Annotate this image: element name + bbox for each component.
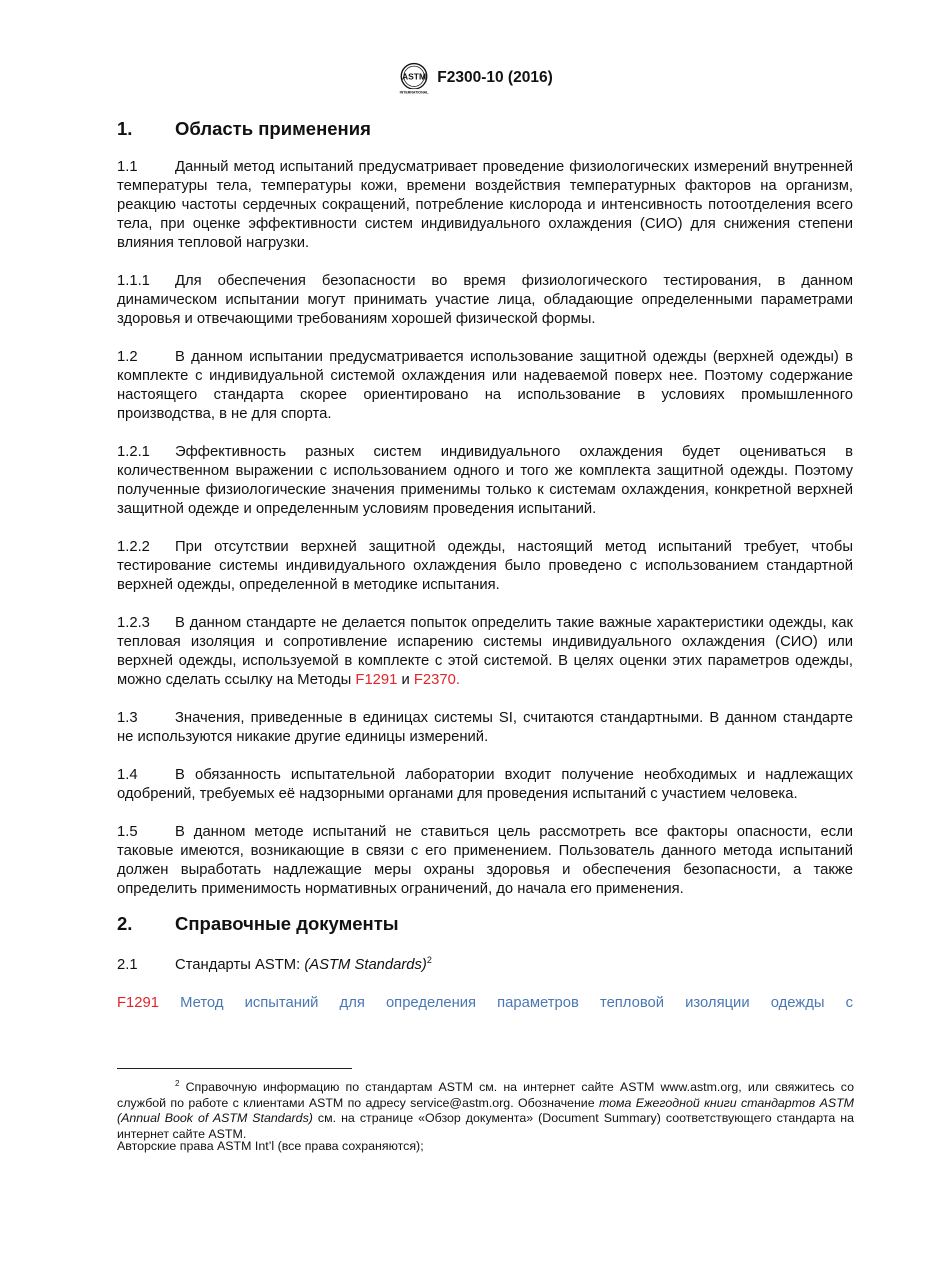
section-2-heading [117,913,853,935]
paragraph-number: 1.3 [117,710,138,726]
paragraph-1-5 [117,823,853,899]
paragraph-number: 1.1 [117,159,138,175]
page-header [0,60,950,96]
paragraph-number: 1.5 [117,824,138,840]
paragraph-text: Значения, приведенные в единицах системы SI, считаются стандартными. В данном стандарте не используются никакие другие единицы измерений. [117,710,853,745]
paragraph-number: 1.1.1 [117,273,150,289]
reference-entry-f1291[interactable] [117,994,853,1013]
paragraph-text: В данном стандарте не делается попыток определить такие важные характеристики одежды, как тепловая изоляция и сопротивление испарению системы индивидуального охлаждения (СИО) или верхней одежды, используемой в комплекте с этой системой. В целях оценки этих параметров одежды, можно сделать ссылку на Методы [117,615,853,688]
reference-code[interactable]: F1291 [117,994,159,1011]
footnote [117,1076,854,1142]
paragraph-italic-text: (ASTM Standards) [304,956,427,973]
paragraph-1-3 [117,709,853,747]
paragraph-text: Стандарты ASTM: [175,956,305,973]
logo-subtext: INTERNATIONAL [399,90,429,95]
paragraph-number: 2.1 [117,956,138,973]
paragraph-number: 1.2 [117,349,138,365]
logo-text: ASTM [402,71,427,82]
footnote-part: Справочную информацию по стандартам ASTM см. на интернет сайте ASTM www.astm.org, или свяжитесь со службой по работе с клиентами ASTM по адресу service@astm.org. Обозначение [117,1080,854,1110]
astm-logo-icon [397,61,431,95]
paragraph-1-2-1 [117,443,853,519]
section-1-heading [117,118,853,140]
footnote-divider [117,1068,352,1069]
paragraph-number: 1.2.2 [117,539,150,555]
reference-title[interactable]: Метод испытаний для определения параметров тепловой изоляции одежды с [180,994,853,1011]
footnote-italic: тома Ежегодной книги стандартов ASTM (Annual Book of ASTM Standards) [117,1095,855,1126]
reference-link-f1291[interactable]: F1291 [355,672,398,688]
paragraph-1-2-2 [117,538,853,595]
reference-link-f2370[interactable]: F2370. [413,672,460,688]
section-number: 2. [117,913,133,934]
paragraph-text: Данный метод испытаний предусматривает проведение физиологических измерений внутренней температуры тела, температуры кожи, времени воздействия температурных факторов на организм, реакцию частоты сердечных сокращений, потребление кислорода и интенсивность потоотделения всего тела, при оценке эффективности систем индивидуального охлаждения (СИО) для снижения степени влияния тепловой нагрузки. [117,159,853,251]
paragraph-1-2 [117,348,853,424]
paragraph-1-1-1 [117,272,853,329]
footnote-part: см. на странице «Обзор документа» (Document Summary) соответствующего стандарта на интернет сайте ASTM. [117,1111,854,1141]
section-title: Справочные документы [175,913,399,934]
copyright-notice: Авторские права ASTM Int’l (все права сохраняются); [117,1139,424,1153]
paragraph-text: В данном методе испытаний не ставиться цель рассмотреть все факторы опасности, если таковые имеются, возникающие в связи с его применением. Пользователь данного метода испытаний должен выработать надлежащие меры охраны здоровья и обеспечения безопасности, а также определить применимость нормативных ограничений, до начала его применения. [117,824,853,897]
footnote-number: 2 [175,1079,180,1088]
paragraph-2-1 [117,951,853,975]
paragraph-text: В данном испытании предусматривается использование защитной одежды (верхней одежды) в комплекте с индивидуальной системой охлаждения или надеваемой поверх нее. Поэтому содержание настоящего стандарта скорее ориентировано на использование в условиях промышленного производства, в не для спорта. [117,349,853,422]
section-number: 1. [117,118,133,139]
paragraph-1-1 [117,158,853,253]
paragraph-number: 1.2.1 [117,444,150,460]
footnote-marker: 2 [426,955,432,965]
paragraph-number: 1.2.3 [117,615,150,631]
main-content [117,118,853,1013]
paragraph-text: При отсутствии верхней защитной одежды, настоящий метод испытаний требует, чтобы тестирование системы индивидуального охлаждения было проведено с использованием стандартной верхней одежды, определенной в методике испытания. [117,539,853,593]
paragraph-1-2-3 [117,614,853,690]
paragraph-text: Эффективность разных систем индивидуального охлаждения будет оцениваться в количественном выражении с использованием одного и того же комплекта защитной одежды. Поэтому полученные физиологические значения применимы только к системам охлаждения, конкретной верхней защитной одежде и определенным условиям проведения испытаний. [117,444,853,517]
paragraph-text: Для обеспечения безопасности во время физиологического тестирования, в данном динамическом испытании могут принимать участие лица, обладающие определенными параметрами здоровья и отвечающими требованиям хорошей физической формы. [117,273,853,327]
paragraph-text: В обязанность испытательной лаборатории входит получение необходимых и надлежащих одобрений, требуемых её надзорными органами для проведения испытаний с участием человека. [117,767,853,802]
section-title: Область применения [175,118,371,139]
paragraph-1-4 [117,766,853,804]
footnote-text [117,1076,854,1142]
paragraph-text-joiner: и [397,672,414,688]
paragraph-number: 1.4 [117,767,138,783]
standard-code: F2300-10 (2016) [437,69,553,86]
